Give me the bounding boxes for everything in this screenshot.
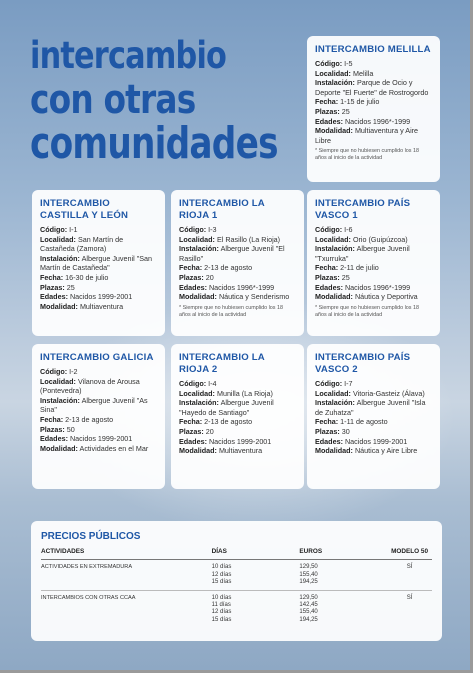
field-value: I-5: [344, 59, 353, 68]
price-days: [212, 564, 300, 586]
field-value: I-6: [344, 225, 353, 234]
price-row: [41, 591, 432, 628]
field-edades: [315, 283, 432, 293]
field-value: I-2: [69, 367, 78, 376]
age-footnote: * Siempre que no hubiesen cumplido los 18 años al inicio de la actividad: [315, 148, 419, 162]
field-instalacion: [315, 244, 432, 263]
field-value: Nacidos 1996*-1999: [344, 116, 411, 126]
field-label: Modalidad:: [315, 446, 353, 456]
field-label: Plazas:: [179, 426, 204, 436]
field-label: Localidad:: [315, 388, 351, 398]
prices-title: PRECIOS PÚBLICOS: [41, 531, 141, 542]
price-euros-value: 142,45: [299, 602, 318, 609]
field-modalidad: [179, 446, 296, 456]
field-value: I-3: [208, 225, 217, 234]
field-label: Plazas:: [40, 282, 65, 292]
field-value: 30: [341, 426, 350, 436]
field-fecha: [179, 417, 296, 427]
card-pais-vasco-1: [307, 190, 440, 336]
field-codigo: [315, 59, 432, 69]
field-edades: [179, 437, 296, 447]
card-pais-vasco-2: [307, 344, 440, 489]
field-label: Instalación:: [40, 253, 80, 263]
price-days-value: 15 días: [211, 579, 232, 586]
price-modelo: SÍ: [406, 594, 413, 601]
field-label: Modalidad:: [179, 292, 217, 302]
field-label: Fecha:: [40, 272, 64, 282]
price-euros: [299, 595, 387, 625]
card-castilla-leon: [32, 190, 165, 336]
card-title: INTERCAMBIO MELILLA: [315, 44, 431, 55]
price-euros-value: 194,25: [299, 579, 318, 586]
field-localidad: [179, 235, 296, 245]
field-value: Albergue Juvenil "As Sina": [40, 395, 148, 415]
field-label: Fecha:: [315, 97, 339, 107]
field-edades: [315, 117, 432, 127]
field-codigo: [315, 225, 432, 235]
header-dias: DÍAS: [211, 548, 227, 555]
field-value: Albergue Juvenil "Txurruka": [315, 244, 410, 263]
field-label: Plazas:: [315, 272, 340, 282]
price-days-value: 11 días: [211, 602, 231, 609]
field-label: Edades:: [40, 292, 68, 302]
field-value: 20: [205, 426, 214, 436]
field-label: Modalidad:: [179, 446, 217, 456]
age-footnote: * Siempre que no hubiesen cumplido los 18 años al inicio de la actividad: [315, 304, 419, 318]
prices-table: [41, 548, 432, 627]
field-plazas: [40, 425, 157, 435]
field-label: Modalidad:: [40, 443, 78, 453]
card-title: INTERCAMBIO PAÍS VASCO 2: [315, 352, 411, 375]
field-codigo: [179, 379, 296, 389]
field-value: San Martín de Castañeda (Zamora): [40, 234, 124, 254]
field-value: 2-13 de agosto: [65, 414, 114, 424]
field-fecha: [179, 263, 296, 273]
field-label: Edades:: [315, 436, 343, 446]
field-fecha: [40, 415, 157, 425]
field-value: 25: [341, 272, 350, 282]
header-actividades: ACTIVIDADES: [41, 548, 85, 555]
field-value: 16-30 de julio: [65, 272, 109, 282]
page-title: [30, 34, 300, 169]
prices-panel: [31, 521, 442, 641]
field-edades: [179, 283, 296, 293]
field-edades: [315, 437, 432, 447]
field-plazas: [315, 273, 432, 283]
card-la-rioja-2: [171, 344, 304, 489]
field-edades: [40, 292, 157, 302]
field-label: Código:: [315, 379, 343, 388]
field-label: Localidad:: [179, 234, 215, 244]
title-line-3: comunidades: [30, 118, 278, 169]
field-value: 1-15 de julio: [340, 97, 380, 107]
price-euros-value: 155,40: [299, 571, 318, 578]
field-fecha: [315, 97, 432, 107]
field-label: Instalación:: [315, 78, 355, 88]
field-value: I-7: [344, 379, 353, 388]
field-localidad: [179, 389, 296, 399]
field-codigo: [315, 379, 432, 389]
field-value: Melilla: [352, 68, 374, 78]
field-label: Código:: [40, 367, 68, 376]
field-label: Instalación:: [179, 244, 219, 254]
field-label: Localidad:: [40, 376, 76, 386]
field-label: Localidad:: [315, 234, 351, 244]
field-value: 20: [205, 272, 214, 282]
field-plazas: [179, 273, 296, 283]
price-euros-value: 194,25: [299, 616, 318, 623]
card-title: INTERCAMBIO GALICIA: [40, 352, 154, 363]
field-value: 25: [341, 106, 350, 116]
field-modalidad: [315, 126, 432, 145]
field-fecha: [40, 273, 157, 283]
price-activity: ACTIVIDADES EN EXTREMADURA: [41, 564, 133, 571]
field-value: 2-13 de agosto: [204, 263, 253, 273]
field-localidad: [315, 69, 432, 79]
field-value: Nacidos 1999-2001: [69, 434, 133, 444]
field-value: Albergue Juvenil "San Martín de Castañeda": [40, 253, 153, 273]
field-value: I-1: [69, 225, 78, 234]
card-title: INTERCAMBIO LA RIOJA 2: [179, 352, 265, 375]
field-label: Plazas:: [40, 424, 65, 434]
header-modelo: MODELO 50: [391, 548, 429, 555]
price-days-value: 10 días: [211, 594, 232, 601]
field-label: Edades:: [315, 282, 343, 292]
field-fecha: [315, 417, 432, 427]
price-row: [41, 560, 432, 590]
field-label: Plazas:: [315, 426, 340, 436]
field-label: Modalidad:: [40, 301, 78, 311]
field-modalidad: [315, 446, 432, 456]
card-title: INTERCAMBIO PAÍS VASCO 1: [315, 198, 411, 221]
field-value: Vitoria-Gasteiz (Álava): [352, 388, 425, 398]
header-euros: EUROS: [299, 548, 323, 555]
price-euros: [299, 564, 387, 586]
title-line-2: con otras: [30, 77, 196, 123]
field-plazas: [179, 427, 296, 437]
field-label: Código:: [315, 59, 343, 68]
field-fecha: [315, 263, 432, 273]
field-label: Modalidad:: [315, 126, 353, 136]
field-modalidad: [40, 302, 157, 312]
field-label: Fecha:: [40, 414, 64, 424]
card-la-rioja-1: [171, 190, 304, 336]
price-euros-value: 129,50: [299, 594, 318, 601]
field-codigo: [179, 225, 296, 235]
field-label: Plazas:: [315, 106, 340, 116]
field-instalacion: [40, 396, 157, 415]
price-activity: INTERCAMBIOS CON OTRAS CCAA: [41, 594, 136, 601]
field-value: Actividades en el Mar: [79, 443, 149, 453]
field-value: Nacidos 1999-2001: [344, 436, 408, 446]
field-localidad: [315, 235, 432, 245]
field-instalacion: [315, 398, 432, 417]
field-value: 2-11 de julio: [340, 263, 379, 273]
field-label: Fecha:: [179, 417, 203, 427]
field-plazas: [315, 427, 432, 437]
card-title: INTERCAMBIO LA RIOJA 1: [179, 198, 265, 221]
field-label: Edades:: [179, 282, 207, 292]
field-value: 2-13 de agosto: [204, 417, 253, 427]
price-modelo: SÍ: [406, 564, 413, 571]
field-edades: [40, 434, 157, 444]
field-label: Código:: [40, 225, 68, 234]
field-label: Instalación:: [315, 398, 355, 408]
field-value: Nacidos 1999-2001: [208, 436, 272, 446]
field-value: Munilla (La Rioja): [216, 388, 273, 398]
field-label: Instalación:: [40, 395, 80, 405]
field-label: Código:: [315, 225, 343, 234]
field-value: El Rasillo (La Rioja): [216, 234, 281, 244]
field-plazas: [315, 107, 432, 117]
field-value: 50: [66, 424, 75, 434]
field-label: Fecha:: [315, 263, 339, 273]
price-days: [212, 595, 300, 625]
field-label: Edades:: [315, 116, 343, 126]
field-instalacion: [179, 244, 296, 263]
age-footnote: * Siempre que no hubiesen cumplido los 18 años al inicio de la actividad: [179, 304, 283, 318]
card-melilla: [307, 36, 440, 182]
price-days-value: 12 días: [211, 609, 232, 616]
field-instalacion: [40, 254, 157, 273]
field-label: Localidad:: [315, 68, 351, 78]
field-label: Fecha:: [179, 263, 203, 273]
field-label: Localidad:: [179, 388, 215, 398]
field-label: Instalación:: [315, 244, 355, 254]
price-days-value: 15 días: [211, 616, 232, 623]
field-value: Parque de Ocio y Deporte "El Fuerte" de Rostrogordo: [315, 78, 429, 97]
field-codigo: [40, 367, 157, 377]
field-value: 25: [66, 282, 75, 292]
field-value: Vilanova de Arousa (Pontevedra): [40, 376, 140, 396]
price-days-value: 12 días: [211, 571, 232, 578]
field-label: Fecha:: [315, 417, 339, 427]
field-value: Multiaventura: [79, 301, 124, 311]
field-modalidad: [40, 444, 157, 454]
field-localidad: [40, 235, 157, 254]
field-value: Nacidos 1996*-1999: [208, 282, 275, 292]
field-localidad: [315, 389, 432, 399]
field-label: Código:: [179, 225, 207, 234]
field-modalidad: [315, 292, 432, 302]
field-label: Edades:: [179, 436, 207, 446]
field-label: Modalidad:: [315, 292, 353, 302]
field-value: Orio (Guipúzcoa): [352, 234, 408, 244]
field-codigo: [40, 225, 157, 235]
field-value: Náutica y Senderismo: [218, 292, 290, 302]
field-plazas: [40, 283, 157, 293]
field-value: Nacidos 1996*-1999: [344, 282, 411, 292]
field-value: I-4: [208, 379, 217, 388]
field-value: Multiaventura: [218, 446, 263, 456]
field-value: Náutica y Deportiva: [354, 292, 418, 302]
field-label: Instalación:: [179, 398, 219, 408]
price-euros-value: 155,40: [299, 609, 318, 616]
field-label: Edades:: [40, 434, 68, 444]
field-value: Náutica y Aire Libre: [354, 446, 418, 456]
price-days-value: 10 días: [211, 564, 232, 571]
field-label: Código:: [179, 379, 207, 388]
field-instalacion: [179, 398, 296, 417]
card-title: INTERCAMBIO CASTILLA Y LEÓN: [40, 198, 129, 221]
field-value: Albergue Juvenil "Isla de Zuhatza": [315, 398, 426, 417]
price-euros-value: 129,50: [299, 564, 318, 571]
field-label: Plazas:: [179, 272, 204, 282]
field-value: Multiaventura y Aire Libre: [315, 126, 419, 145]
field-value: Albergue Juvenil "El Rasillo": [179, 244, 285, 263]
title-line-1: intercambio: [30, 34, 227, 77]
field-instalacion: [315, 78, 432, 97]
prices-header-row: [41, 548, 432, 560]
card-galicia: [32, 344, 165, 489]
field-label: Localidad:: [40, 234, 76, 244]
field-value: Nacidos 1999-2001: [69, 292, 133, 302]
field-value: 1-11 de agosto: [340, 417, 388, 427]
field-localidad: [40, 377, 157, 396]
field-value: Albergue Juvenil "Hayedo de Santiago": [179, 398, 274, 417]
field-modalidad: [179, 292, 296, 302]
